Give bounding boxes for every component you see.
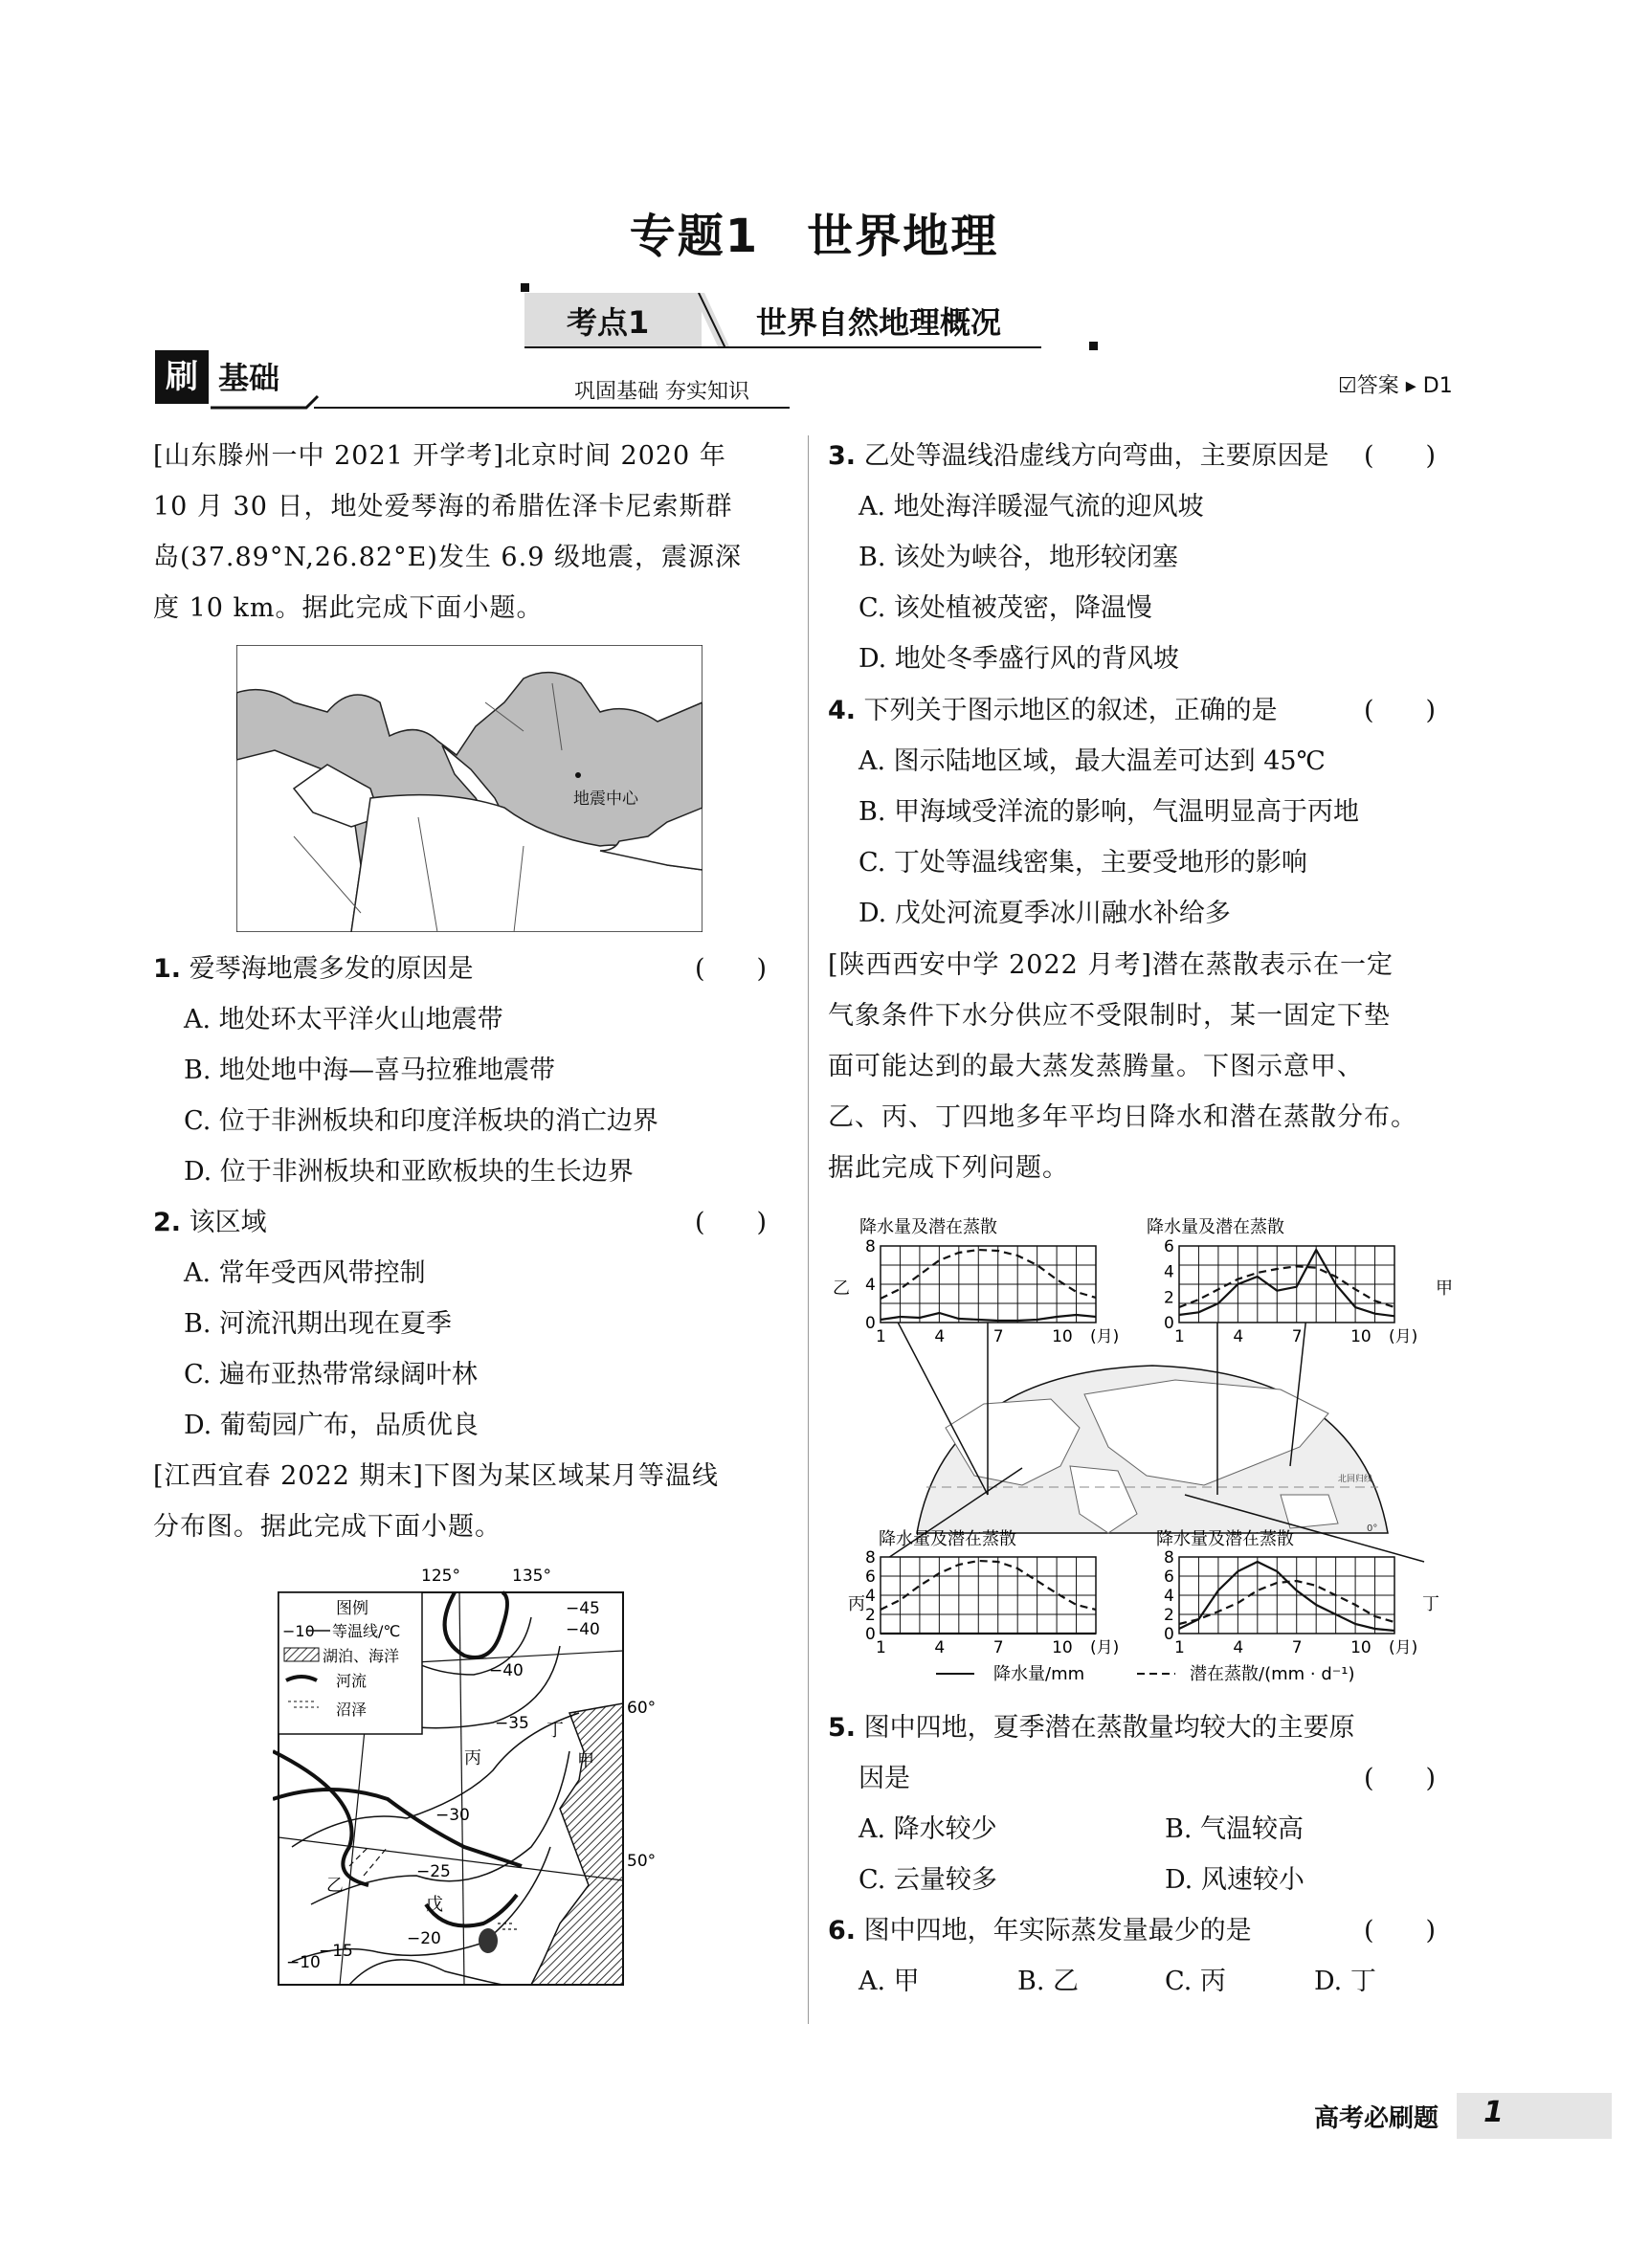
y-tick-label: 8 — [865, 1548, 876, 1568]
legend-iso-value: −10 — [282, 1622, 315, 1640]
y-tick-label: 0 — [1164, 1625, 1174, 1644]
passage-line: [江西宜春 2022 期末]下图为某区域某月等温线 — [153, 1461, 719, 1491]
y-tick-label: 6 — [1164, 1237, 1174, 1256]
option: C. 遍布亚热带常绿阔叶林 — [184, 1360, 478, 1390]
question-stem: 乙处等温线沿虚线方向弯曲，主要原因是 — [863, 441, 1329, 471]
chart-place-label: 丁 — [1422, 1594, 1439, 1614]
region-label: 甲 — [577, 1751, 594, 1771]
x-tick-label: 1 — [876, 1638, 886, 1657]
shua-badge: 刷 — [155, 350, 209, 404]
kaodian-title: 世界自然地理概况 — [756, 304, 1002, 341]
legend-rain: 降水量/mm — [993, 1664, 1085, 1684]
legend-river: 河流 — [336, 1672, 368, 1690]
y-tick-label: 8 — [865, 1237, 876, 1256]
isotherm-label: −40 — [566, 1620, 600, 1639]
passage-line: 10 月 30 日，地处爱琴海的希腊佐泽卡尼索斯群 — [153, 492, 733, 522]
chart-place-label: 乙 — [833, 1279, 850, 1299]
option: D. 戊处河流夏季冰川融水补给多 — [859, 899, 1231, 928]
answer-paren: ( ) — [1364, 1916, 1437, 1946]
y-tick-label: 2 — [1164, 1606, 1174, 1625]
isotherm-label: −20 — [407, 1929, 441, 1948]
isotherm-label: −25 — [416, 1862, 451, 1881]
option: B. 河流汛期出现在夏季 — [184, 1309, 453, 1339]
chart-place-label: 甲 — [1436, 1279, 1453, 1299]
epicenter-marker — [575, 772, 581, 778]
x-unit-label: (月) — [1389, 1638, 1418, 1657]
climate-chart-4 — [1156, 1529, 1439, 1657]
option: A. 甲 — [859, 1967, 920, 1996]
option: B. 地处地中海—喜马拉雅地震带 — [184, 1056, 556, 1085]
option: A. 降水较少 — [859, 1814, 997, 1844]
world-map — [881, 1284, 1424, 1562]
page-number: 1 — [1483, 2096, 1504, 2129]
x-tick-label: 1 — [876, 1327, 886, 1346]
tropic-label: 北回归线 — [1338, 1475, 1373, 1484]
option: D. 位于非洲板块和亚欧板块的生长边界 — [184, 1157, 634, 1187]
option: A. 地处海洋暖湿气流的迎风坡 — [859, 492, 1204, 522]
climate-figure — [831, 1208, 1474, 1691]
option: A. 图示陆地区域，最大温差可达到 45℃ — [859, 746, 1326, 776]
isotherm-label: −30 — [435, 1806, 470, 1825]
question-number: 3. — [828, 441, 857, 471]
chart-title: 降水量及潜在蒸散 — [859, 1217, 997, 1237]
kaodian-underline — [524, 346, 1041, 348]
passage-line: 气象条件下水分供应不受限制时，某一固定下垫 — [828, 1001, 1391, 1031]
kaodian-slash — [693, 293, 731, 348]
question-2 — [153, 1197, 794, 1451]
x-tick-label: 4 — [1233, 1327, 1244, 1346]
x-unit-label: (月) — [1090, 1327, 1120, 1346]
lat-label: 60° — [627, 1699, 657, 1718]
isotherm-label: −45 — [566, 1599, 600, 1618]
chart-place-label: 丙 — [848, 1594, 865, 1614]
question-4 — [828, 685, 1469, 939]
corner-mark — [1089, 342, 1098, 350]
question-stem: 图中四地，夏季潜在蒸散量均较大的主要原 — [863, 1713, 1355, 1743]
isotherm-map — [273, 1560, 675, 1992]
x-tick-label: 4 — [934, 1638, 946, 1657]
y-tick-label: 4 — [1164, 1262, 1174, 1282]
kaodian-label: 考点1 — [567, 304, 650, 341]
answer-label: 答案 — [1356, 374, 1399, 398]
x-tick-label: 1 — [1174, 1327, 1185, 1346]
y-tick-label: 0 — [1164, 1314, 1174, 1333]
passage-line: 分布图。据此完成下面小题。 — [153, 1512, 502, 1542]
option: D. 风速较小 — [1165, 1865, 1305, 1895]
option: A. 常年受西风带控制 — [184, 1258, 426, 1288]
passage-line: 面可能达到的最大蒸发蒸腾量。下图示意甲、 — [828, 1052, 1364, 1081]
legend-swamp: 沼泽 — [336, 1701, 368, 1719]
column-divider — [808, 435, 809, 2024]
legend-evap: 潜在蒸散/(mm · d⁻¹) — [1190, 1664, 1355, 1684]
answer-paren: ( ) — [1364, 441, 1437, 471]
chart-title: 降水量及潜在蒸散 — [1147, 1217, 1284, 1237]
option: B. 甲海域受洋流的影响，气温明显高于丙地 — [859, 797, 1360, 827]
y-tick-label: 0 — [865, 1625, 876, 1644]
question-number: 5. — [828, 1713, 857, 1743]
isotherm-label: −15 — [319, 1942, 353, 1961]
climate-chart-1 — [833, 1217, 1119, 1346]
question-stem: 图中四地，年实际蒸发量最少的是 — [863, 1916, 1252, 1946]
equator-label: 0° — [1367, 1523, 1378, 1534]
passage-line: [陕西西安中学 2022 月考]潜在蒸散表示在一定 — [828, 950, 1394, 980]
option: D. 地处冬季盛行风的背风坡 — [859, 644, 1179, 674]
question-stem: 爱琴海地震多发的原因是 — [189, 954, 474, 984]
isotherm-label: −35 — [495, 1714, 529, 1733]
question-6 — [828, 1905, 1469, 2007]
chart-title: 降水量及潜在蒸散 — [1156, 1529, 1294, 1549]
y-tick-label: 0 — [865, 1314, 876, 1333]
x-tick-label: 10 — [1052, 1327, 1073, 1346]
section-label: 基础 — [218, 360, 280, 396]
passage-line: 度 10 km。据此完成下面小题。 — [153, 593, 544, 623]
passage-line: 据此完成下列问题。 — [828, 1153, 1069, 1183]
question-3 — [828, 431, 1469, 684]
x-tick-label: 4 — [934, 1327, 946, 1346]
passage-1 — [153, 431, 794, 634]
y-tick-label: 6 — [865, 1568, 876, 1587]
footer-book-title: 高考必刷题 — [1314, 2104, 1439, 2133]
option: D. 葡萄园广布，品质优良 — [184, 1411, 479, 1440]
option: C. 云量较多 — [859, 1865, 997, 1895]
y-tick-label: 2 — [1164, 1288, 1174, 1308]
answer-paren: ( ) — [695, 1208, 768, 1237]
question-1 — [153, 944, 794, 1197]
question-stem: 下列关于图示地区的叙述，正确的是 — [863, 696, 1278, 725]
legend-isotherm: 等温线/℃ — [332, 1622, 401, 1640]
y-tick-label: 4 — [865, 1276, 876, 1295]
isotherm-label: −10 — [286, 1953, 321, 1972]
y-tick-label: 6 — [1164, 1568, 1174, 1587]
option: B. 乙 — [1017, 1967, 1080, 1996]
y-tick-label: 2 — [865, 1606, 876, 1625]
answer-ref — [1338, 369, 1453, 399]
option: C. 位于非洲板块和印度洋板块的消亡边界 — [184, 1106, 658, 1136]
question-5 — [828, 1702, 1469, 1905]
title-topic-number: 专题1 — [629, 210, 760, 263]
check-icon: ☑ — [1338, 374, 1357, 398]
legend-title: 图例 — [336, 1599, 368, 1618]
climate-chart-3 — [848, 1529, 1119, 1657]
y-tick-label: 4 — [865, 1587, 876, 1606]
question-stem: 因是 — [859, 1764, 910, 1793]
question-stem: 该区域 — [189, 1208, 267, 1237]
region-label: 戊 — [426, 1895, 443, 1915]
option: C. 丙 — [1165, 1967, 1226, 1996]
lon-label: 125° — [421, 1567, 460, 1586]
passage-line: [山东滕州一中 2021 开学考]北京时间 2020 年 — [153, 441, 726, 471]
answer-page: D1 — [1422, 374, 1453, 398]
x-tick-label: 7 — [992, 1638, 1004, 1657]
lon-label: 135° — [512, 1567, 551, 1586]
x-unit-label: (月) — [1090, 1638, 1120, 1657]
option: B. 该处为峡谷，地形较闭塞 — [859, 543, 1179, 572]
legend-lake: 湖泊、海洋 — [323, 1647, 400, 1665]
x-unit-label: (月) — [1389, 1327, 1418, 1346]
mediterranean-map — [236, 645, 702, 932]
option: A. 地处环太平洋火山地震带 — [184, 1005, 503, 1034]
x-tick-label: 7 — [992, 1327, 1004, 1346]
chart-title: 降水量及潜在蒸散 — [879, 1529, 1016, 1549]
page-title — [0, 199, 1628, 265]
question-number: 6. — [828, 1916, 857, 1946]
x-tick-label: 10 — [1350, 1638, 1372, 1657]
x-tick-label: 7 — [1291, 1327, 1303, 1346]
y-tick-label: 8 — [1164, 1548, 1174, 1568]
answer-paren: ( ) — [695, 954, 768, 984]
option: D. 丁 — [1314, 1967, 1376, 1996]
passage-2 — [153, 1451, 794, 1552]
lat-label: 50° — [627, 1852, 657, 1871]
passage-line: 乙、丙、丁四地多年平均日降水和潜在蒸散分布。 — [828, 1102, 1417, 1132]
play-icon: ▸ — [1398, 374, 1423, 398]
epicenter-label: 地震中心 — [573, 789, 638, 809]
region-label: 丙 — [464, 1748, 481, 1768]
x-tick-label: 1 — [1174, 1638, 1185, 1657]
answer-paren: ( ) — [1364, 696, 1437, 725]
x-tick-label: 10 — [1052, 1638, 1073, 1657]
question-number: 1. — [153, 954, 182, 984]
climate-chart-2 — [1147, 1217, 1453, 1346]
region-label: 丁 — [546, 1721, 564, 1741]
answer-paren: ( ) — [1364, 1764, 1437, 1793]
chart-legend — [936, 1664, 1355, 1684]
region-label: 乙 — [326, 1876, 344, 1896]
footer-page-box — [1457, 2093, 1612, 2139]
question-number: 2. — [153, 1208, 182, 1237]
y-tick-label: 4 — [1164, 1587, 1174, 1606]
option: C. 丁处等温线密集，主要受地形的影响 — [859, 848, 1307, 878]
question-number: 4. — [828, 696, 857, 725]
x-tick-label: 7 — [1291, 1638, 1303, 1657]
section-motto: 巩固基础 夯实知识 — [574, 380, 749, 404]
x-tick-label: 10 — [1350, 1327, 1372, 1346]
title-topic-name: 世界地理 — [807, 210, 999, 263]
x-tick-label: 4 — [1233, 1638, 1244, 1657]
passage-3 — [828, 940, 1474, 1193]
corner-mark — [521, 283, 529, 292]
isotherm-label: −40 — [489, 1661, 524, 1680]
passage-line: 岛(37.89°N,26.82°E)发生 6.9 级地震，震源深 — [153, 543, 742, 572]
option: C. 该处植被茂密，降温慢 — [859, 593, 1152, 623]
option: B. 气温较高 — [1165, 1814, 1305, 1844]
